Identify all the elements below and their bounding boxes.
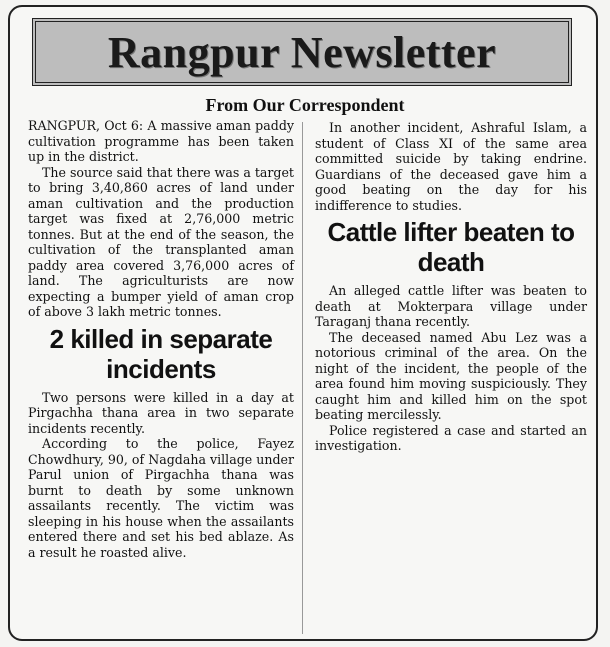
story1-paragraph-2: The source said that there was a target to bring 3,40,860 acres of land under aman cultivation and the production target was fixed at 2,76,000 metric tonnes. But at the end of the season, the cultivation of the transplanted aman paddy area covered 3,76,000 acres of land. The agriculturists are now expecting a bumper yield of aman crop of above 3 lakh metric tonnes.	[28, 164, 294, 319]
story2-paragraph-1: Two persons were killed in a day at Pirgachha thana area in two separate incidents recently.	[28, 389, 294, 436]
masthead-title: Rangpur Newsletter	[107, 27, 497, 77]
story2-paragraph-2: According to the police, Fayez Chowdhury, 90, of Nagdaha village under Parul union of Pirgachha thana was burnt to death by some unknown assailants recently. The victim was sleeping in his house when the assailants entered there and set his bed ablaze. As a result he roasted alive.	[28, 436, 294, 560]
story2-paragraph-3: In another incident, Ashraful Islam, a student of Class XI of the same area committed suicide by taking endrine. Guardians of the deceased gave him a good beating on the day for his indifference to studies.	[315, 120, 587, 213]
dateline: RANGPUR, Oct 6:	[28, 118, 144, 133]
story3-paragraph-2: The deceased named Abu Lez was a notorious criminal of the area. On the night of the incident, the people of the area found him moving suspiciously. They caught him and killed him on the spot beating mercilessly.	[315, 329, 587, 422]
story3-paragraph-3: Police registered a case and started an investigation.	[315, 422, 587, 453]
story3-paragraph-1: An alleged cattle lifter was beaten to death at Mokterpara village under Taraganj thana recently.	[315, 283, 587, 329]
story1-paragraph-1	[28, 118, 294, 165]
left-column	[28, 118, 294, 560]
byline: From Our Correspondent	[205, 95, 405, 115]
column-divider	[302, 122, 303, 634]
right-column	[315, 120, 587, 454]
story3-headline: Cattle lifter beaten to death	[327, 217, 575, 277]
masthead	[32, 18, 572, 86]
story1-lead: A massive aman paddy cultivation programme has been taken up in the district.	[28, 118, 294, 164]
story2-headline: 2 killed in separate incidents	[49, 323, 273, 384]
